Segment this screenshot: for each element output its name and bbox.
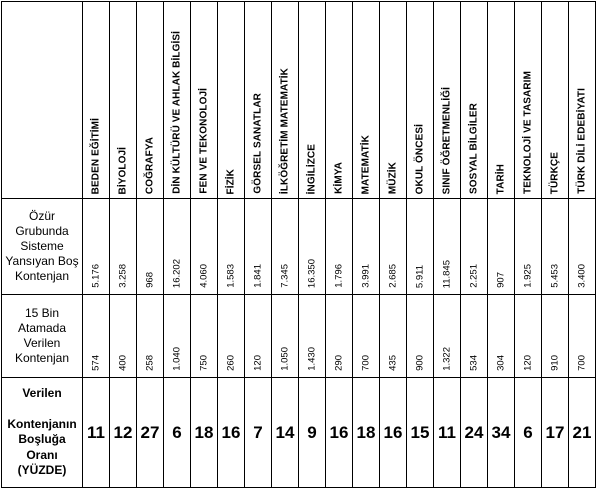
- percentage-cell: 27: [137, 378, 164, 488]
- value-text: 750: [198, 355, 210, 371]
- value-text: 907: [495, 272, 507, 288]
- value-text: 11.845: [441, 259, 453, 288]
- row-label-line: Verilen: [22, 386, 62, 401]
- value-text: 258: [144, 355, 156, 371]
- column-header: [299, 2, 326, 199]
- column-header: [218, 2, 245, 199]
- column-header-label: OKUL ÖNCESİ: [414, 123, 426, 194]
- value-cell: [110, 295, 137, 378]
- row-label-line: [4, 402, 80, 417]
- column-header: [542, 2, 569, 199]
- value-cell: [245, 295, 272, 378]
- value-cell: [434, 295, 461, 378]
- column-header-label: SINIF ÖĞRETMENLİĞİ: [441, 86, 453, 194]
- row-label-line: 15 Bin: [24, 306, 60, 320]
- value-cell: [461, 199, 488, 295]
- percentage-cell: 16: [380, 378, 407, 488]
- percentage-cell: 16: [326, 378, 353, 488]
- value-cell: [515, 295, 542, 378]
- column-header-label: FEN VE TEKONOLOJİ: [198, 88, 210, 194]
- column-header: [245, 2, 272, 199]
- column-header: [137, 2, 164, 199]
- value-cell: [83, 199, 110, 295]
- value-cell: [83, 295, 110, 378]
- value-text: 1.583: [225, 264, 237, 288]
- value-text: 5.176: [90, 264, 102, 288]
- percentage-cell: 6: [164, 378, 191, 488]
- value-text: 7.345: [279, 264, 291, 288]
- value-text: 3.258: [117, 264, 129, 288]
- column-header: [488, 2, 515, 199]
- column-header-label: FİZİK: [225, 168, 237, 194]
- row-label-line: Atamada: [17, 321, 67, 335]
- table-row: [2, 295, 596, 378]
- value-cell: [569, 199, 596, 295]
- percentage-cell: 24: [461, 378, 488, 488]
- value-cell: [137, 199, 164, 295]
- column-header-label: TARİH: [495, 163, 507, 194]
- value-cell: [380, 199, 407, 295]
- percentage-cell: 12: [110, 378, 137, 488]
- value-text: 700: [576, 355, 588, 371]
- value-cell: [299, 295, 326, 378]
- percentage-cell: 9: [299, 378, 326, 488]
- percentage-cell: 15: [407, 378, 434, 488]
- column-header-label: TEKNOLOJİ VE TASARIM: [522, 71, 534, 194]
- column-header: [515, 2, 542, 199]
- column-header-label: GÖRSEL SANATLAR: [252, 93, 264, 194]
- row-label-line: Kontenjan: [14, 351, 70, 365]
- value-text: 435: [387, 355, 399, 371]
- value-text: 534: [468, 355, 480, 371]
- value-cell: [218, 295, 245, 378]
- value-cell: [191, 295, 218, 378]
- row-label-line: Sisteme: [20, 239, 64, 253]
- value-cell: [542, 199, 569, 295]
- column-header: [191, 2, 218, 199]
- column-header: [164, 2, 191, 199]
- value-text: 1.430: [306, 347, 318, 371]
- value-text: 2.251: [468, 264, 480, 288]
- percentage-cell: 11: [83, 378, 110, 488]
- percentage-cell: 11: [434, 378, 461, 488]
- value-cell: [299, 199, 326, 295]
- value-text: 2.685: [387, 264, 399, 288]
- percentage-cell: 14: [272, 378, 299, 488]
- value-text: 16.202: [171, 258, 183, 288]
- value-text: 910: [549, 355, 561, 371]
- percentage-cell: 16: [218, 378, 245, 488]
- row-label-line: Grubunda: [15, 224, 69, 238]
- value-text: 5.453: [549, 264, 561, 288]
- value-cell: [569, 295, 596, 378]
- value-cell: [353, 295, 380, 378]
- row-label-line: (YÜZDE): [17, 463, 67, 478]
- value-cell: [164, 295, 191, 378]
- value-text: 1.796: [333, 264, 345, 288]
- value-cell: [272, 199, 299, 295]
- value-text: 700: [360, 355, 372, 371]
- column-header-label: TÜRK DİLİ EDEBİYATI: [576, 88, 588, 194]
- value-cell: [110, 199, 137, 295]
- value-text: 900: [414, 355, 426, 371]
- percentage-cell: 21: [569, 378, 596, 488]
- row-label-line: Kontenjan: [14, 269, 70, 283]
- column-header-label: COĞRAFYA: [144, 136, 156, 194]
- value-cell: [515, 199, 542, 295]
- row-label: [2, 378, 83, 488]
- percentage-cell: 17: [542, 378, 569, 488]
- column-header-label: TÜRKÇE: [549, 151, 561, 194]
- value-cell: [488, 199, 515, 295]
- column-header: [461, 2, 488, 199]
- value-text: 574: [90, 355, 102, 371]
- value-text: 260: [225, 355, 237, 371]
- table-row: [2, 378, 596, 488]
- column-header: [407, 2, 434, 199]
- row-label-line: Yansıyan Boş: [5, 254, 79, 268]
- value-cell: [434, 199, 461, 295]
- quota-table: [1, 1, 596, 488]
- column-header-label: BİYOLOJİ: [117, 146, 129, 194]
- column-header: [272, 2, 299, 199]
- value-cell: [164, 199, 191, 295]
- value-cell: [191, 199, 218, 295]
- row-label-line: Oranı: [26, 447, 58, 462]
- column-header-label: KİMYA: [333, 162, 345, 194]
- percentage-cell: 18: [191, 378, 218, 488]
- value-cell: [407, 295, 434, 378]
- value-cell: [380, 295, 407, 378]
- column-header-label: DİN KÜLTÜRÜ VE AHLAK BİLGİSİ: [171, 31, 183, 194]
- value-cell: [272, 295, 299, 378]
- column-header-label: SOSYAL BİLGİLER: [468, 103, 480, 194]
- column-header: [380, 2, 407, 199]
- table-row: [2, 199, 596, 295]
- value-cell: [353, 199, 380, 295]
- value-cell: [488, 295, 515, 378]
- row-label: [2, 199, 83, 295]
- value-text: 4.060: [198, 264, 210, 288]
- column-header: [326, 2, 353, 199]
- percentage-cell: 7: [245, 378, 272, 488]
- value-text: 304: [495, 355, 507, 371]
- header-row: [2, 2, 596, 199]
- column-header-label: İNGİLİZCE: [306, 143, 318, 194]
- value-cell: [137, 295, 164, 378]
- percentage-cell: 18: [353, 378, 380, 488]
- value-text: 16.350: [306, 258, 318, 288]
- column-header: [83, 2, 110, 199]
- value-text: 120: [252, 355, 264, 371]
- column-header-label: MÜZİK: [387, 161, 399, 194]
- value-cell: [407, 199, 434, 295]
- row-label: [2, 295, 83, 378]
- column-header: [110, 2, 137, 199]
- value-text: 1.322: [441, 347, 453, 371]
- value-cell: [218, 199, 245, 295]
- value-text: 290: [333, 355, 345, 371]
- value-cell: [461, 295, 488, 378]
- value-text: 5.911: [414, 264, 426, 288]
- value-cell: [245, 199, 272, 295]
- value-text: 1.040: [171, 347, 183, 371]
- column-header-label: MATEMATİK: [360, 134, 372, 194]
- column-header-label: BEDEN EĞİTİMİ: [90, 117, 102, 194]
- column-header: [353, 2, 380, 199]
- value-text: 968: [144, 272, 156, 288]
- value-text: 120: [522, 355, 534, 371]
- value-text: 400: [117, 355, 129, 371]
- value-cell: [326, 295, 353, 378]
- corner-cell: [2, 2, 83, 199]
- column-header: [569, 2, 596, 199]
- value-text: 1.841: [252, 264, 264, 288]
- value-text: 3.400: [576, 264, 588, 288]
- column-header: [434, 2, 461, 199]
- row-label-line: Kontenjanın: [7, 416, 77, 431]
- row-label-line: Boşluğa: [18, 432, 66, 447]
- value-text: 1.050: [279, 347, 291, 371]
- value-text: 3.991: [360, 264, 372, 288]
- percentage-cell: 6: [515, 378, 542, 488]
- value-text: 1.925: [522, 264, 534, 288]
- value-cell: [326, 199, 353, 295]
- value-cell: [542, 295, 569, 378]
- column-header-label: İLKÖĞRETİM MATEMATİK: [279, 67, 291, 194]
- row-label-line: Verilen: [23, 336, 61, 350]
- row-label-line: Özür: [28, 209, 55, 223]
- percentage-cell: 34: [488, 378, 515, 488]
